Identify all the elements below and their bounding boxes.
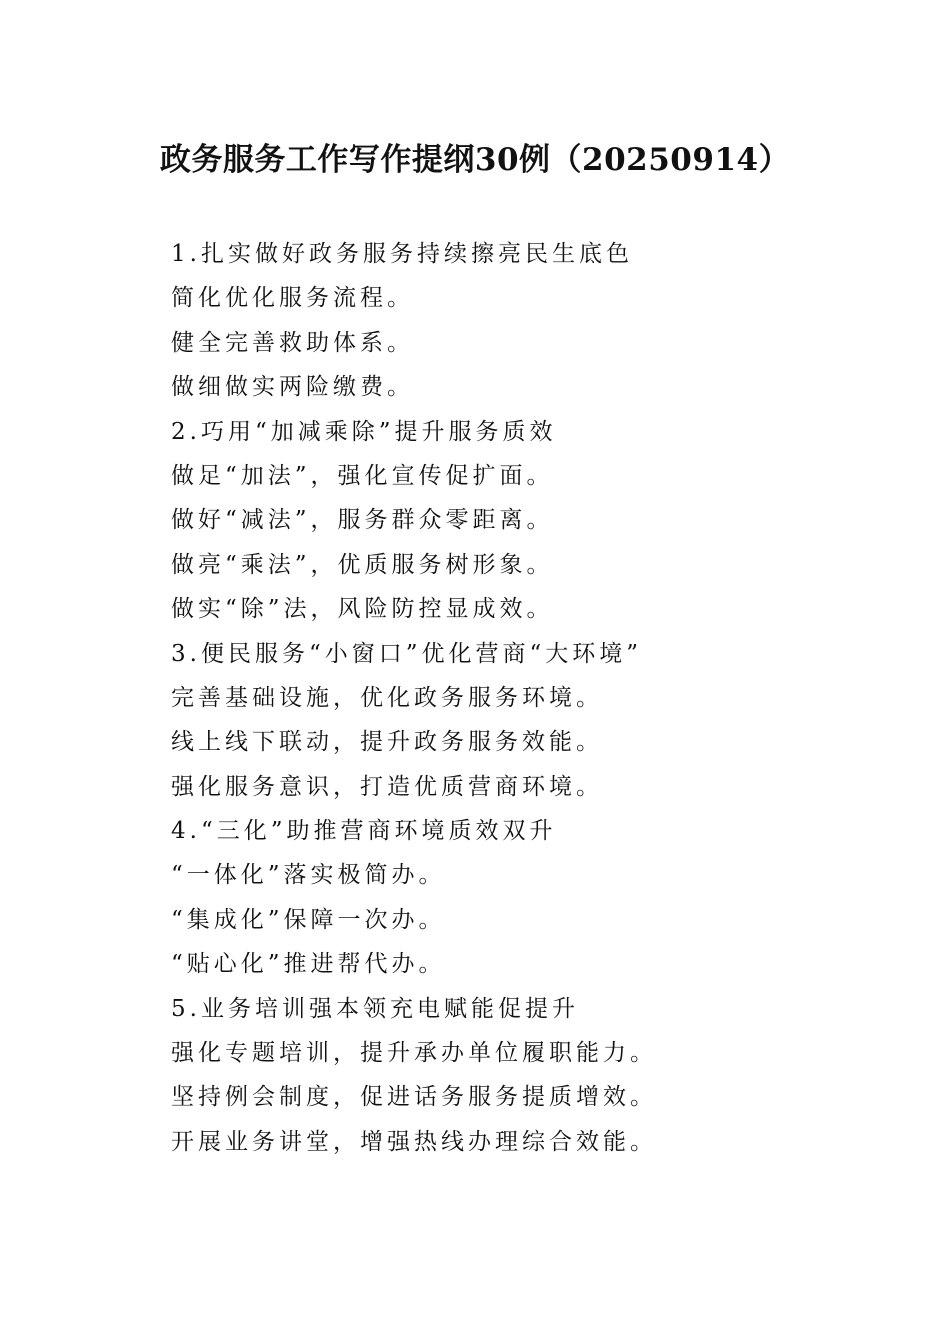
outline-point: 完善基础设施，优化政务服务环境。 — [171, 684, 603, 711]
section-heading-4: 4.“三化”助推营商环境质效双升 — [171, 818, 557, 845]
section-heading-5: 5.业务培训强本领充电赋能促提升 — [171, 995, 579, 1022]
outline-point: 开展业务讲堂，增强热线办理综合效能。 — [171, 1128, 657, 1155]
outline-point: 简化优化服务流程。 — [171, 285, 414, 312]
document-body — [171, 232, 871, 1164]
document-title: 政务服务工作写作提纲30例（20250914） — [159, 142, 791, 178]
section-heading-3: 3.便民服务“小窗口”优化营商“大环境” — [171, 640, 642, 667]
outline-point: 健全完善救助体系。 — [171, 329, 414, 356]
outline-point: 强化专题培训，提升承办单位履职能力。 — [171, 1040, 657, 1067]
outline-point: 做实“除”法，风险防控显成效。 — [171, 596, 554, 623]
outline-point: 强化服务意识，打造优质营商环境。 — [171, 773, 603, 800]
outline-point: “集成化”保障一次办。 — [171, 906, 446, 933]
outline-point: “一体化”落实极简办。 — [171, 862, 446, 889]
section-heading-1: 1.扎实做好政务服务持续擦亮民生底色 — [171, 241, 633, 267]
outline-point: 做亮“乘法”，优质服务树形象。 — [171, 551, 554, 578]
outline-point: 线上线下联动，提升政务服务效能。 — [171, 729, 603, 756]
outline-point: 做细做实两险缴费。 — [171, 374, 414, 401]
outline-point: 做好“减法”，服务群众零距离。 — [171, 507, 554, 534]
section-heading-2: 2.巧用“加减乘除”提升服务质效 — [171, 418, 557, 445]
outline-point: 做足“加法”，强化宣传促扩面。 — [171, 462, 554, 489]
outline-point: 坚持例会制度，促进话务服务提质增效。 — [171, 1084, 657, 1111]
outline-point: “贴心化”推进帮代办。 — [171, 951, 446, 978]
